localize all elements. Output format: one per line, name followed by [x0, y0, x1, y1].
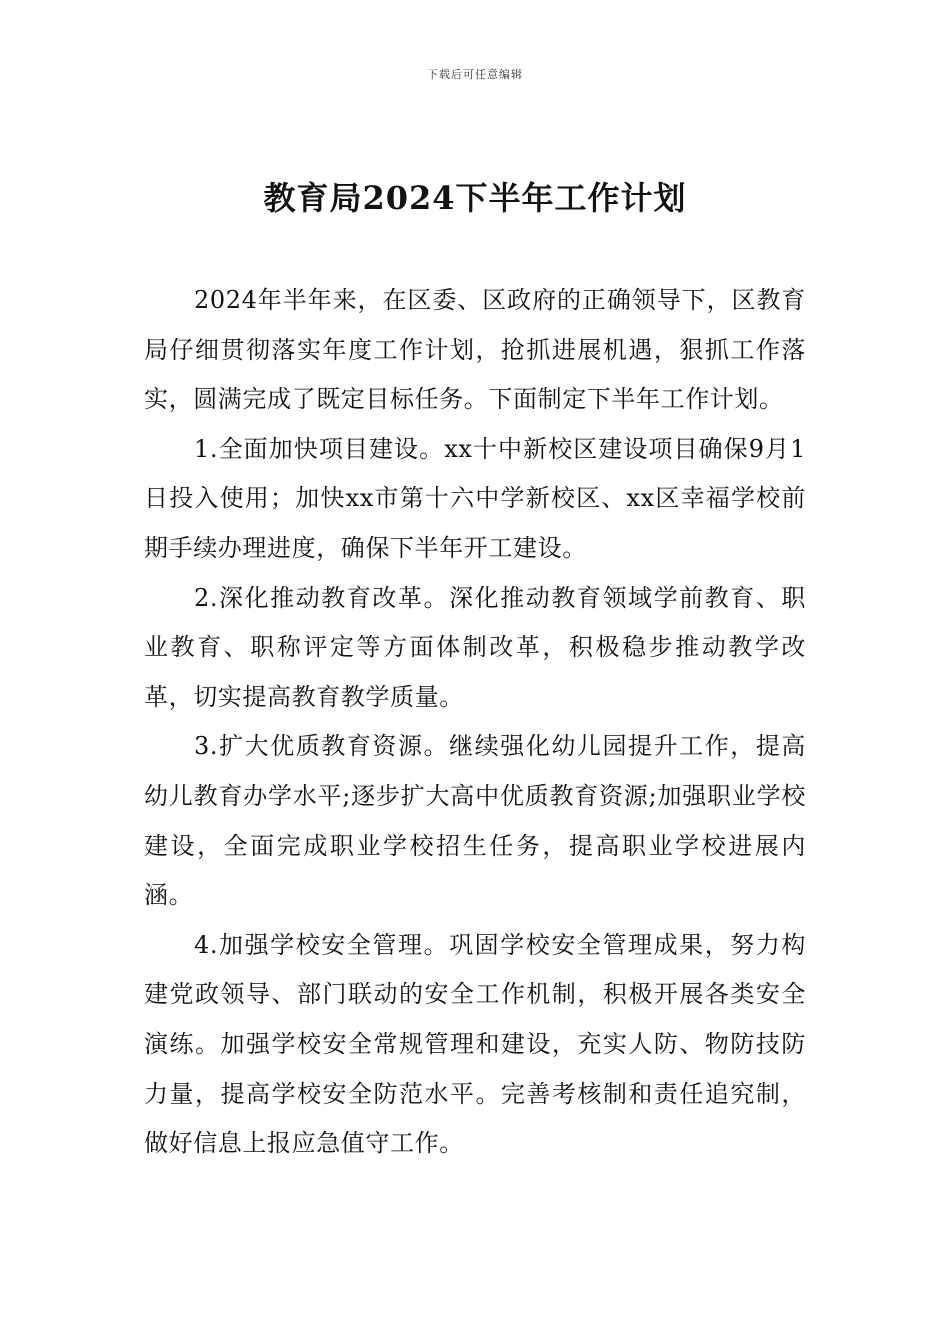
- paragraph-item-2: 2.深化推动教育改革。深化推动教育领域学前教育、职业教育、职称评定等方面体制改革，积极稳步推动教学改革，切实提高教育教学质量。: [144, 583, 806, 711]
- paragraph-item-1: 1.全面加快项目建设。xx十中新校区建设项目确保9月1日投入使用；加快xx市第十六中学新校区、xx区幸福学校前期手续办理进度，确保下半年开工建设。: [144, 434, 806, 562]
- document-body: [144, 276, 806, 1169]
- document-title: 教育局2024下半年工作计划: [263, 179, 687, 217]
- paragraph-item-4: 4.加强学校安全管理。巩固学校安全管理成果，努力构建党政领导、部门联动的安全工作机制，积极开展各类安全演练。加强学校安全常规管理和建设，充实人防、物防技防力量，提高学校安全防范水平。完善考核制和责任追究制，做好信息上报应急值守工作。: [144, 930, 806, 1158]
- header-note: 下载后可任意编辑: [427, 68, 523, 81]
- paragraph-intro: 2024年半年来，在区委、区政府的正确领导下，区教育局仔细贯彻落实年度工作计划，抢抓进展机遇，狠抓工作落实，圆满完成了既定目标任务。下面制定下半年工作计划。: [144, 286, 806, 414]
- paragraph-item-3: 3.扩大优质教育资源。继续强化幼儿园提升工作，提高幼儿教育办学水平;逐步扩大高中优质教育资源;加强职业学校建设，全面完成职业学校招生任务，提高职业学校进展内涵。: [144, 732, 806, 910]
